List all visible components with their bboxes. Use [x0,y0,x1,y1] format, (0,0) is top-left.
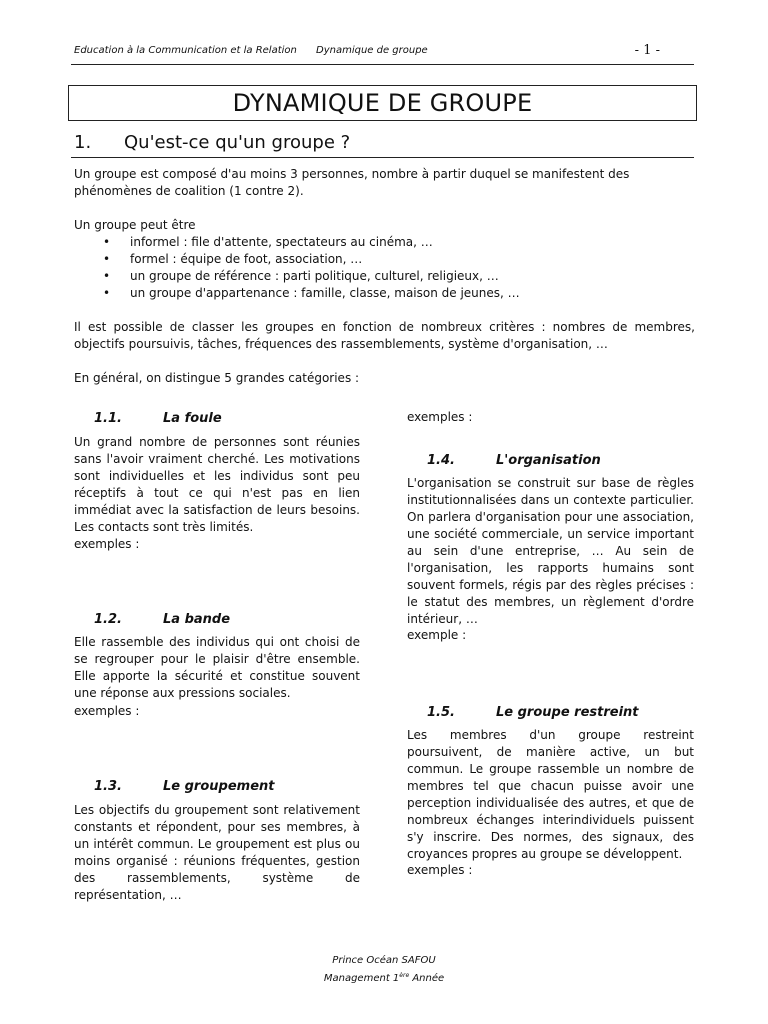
subsection-examples-bande: exemples : [74,704,140,718]
subsection-body-groupement: Les objectifs du groupement sont relativement constants et répondent, pour ses membres, à un intérêt commun. Le groupement est plus ou moins organisé : réunions fréquentes, gestion des rassemblements, système de représentation, … [74,803,360,902]
page-title: DYNAMIQUE DE GROUPE [232,89,533,117]
intro-paragraph: Un groupe est composé d'au moins 3 personnes, nombre à partir duquel se manifestent des phénomènes de coalition (1 contre 2). [74,167,630,198]
section-number: 1. [74,132,92,153]
list-item: • informel : file d'attente, spectateurs au cinéma, … [103,235,433,249]
section-divider [71,157,694,158]
header-course: Education à la Communication et la Relation [74,45,297,56]
categories-intro: En général, on distingue 5 grandes catégories : [74,371,360,385]
subsection-examples-organisation: exemple : [407,628,467,642]
subsection-examples-foule: exemples : [74,537,140,551]
subsection-body-groupe-restreint: Les membres d'un groupe restreint poursuivent, de manière active, un but commun. Le groupe rassemble un nombre de membres tel que chacun puisse avoir une perception individualisée des autres, et que de nombreux échanges interindividuels puissent s'y inscrire. Des normes, des signaux, des croyances propres au groupe se développent. [407,728,694,861]
group-types-list [98,234,520,302]
title-box [68,85,697,121]
subsection-heading-foule: 1.1. La foule [94,411,222,426]
subsection-heading-organisation: 1.4. L'organisation [427,453,601,468]
bullet-icon: • [103,286,111,300]
subsection-examples-groupe-restreint: exemples : [407,863,473,877]
header-topic: Dynamique de groupe [316,45,428,56]
page-footer [0,953,768,986]
running-header [74,45,694,61]
subsection-body-organisation: L'organisation se construit sur base de règles institutionnalisées dans un contexte particulier. On parlera d'organisation pour une association, une société commerciale, un service important au sein d'une entreprise, … Au sein de l'organisation, les rapports humains sont souvent formels, régis par des règles précises : le statut des membres, un règlement d'ordre intérieur, … [407,476,694,626]
group-types-intro: Un groupe peut être [74,218,196,232]
subsection-heading-groupe-restreint: 1.5. Le groupe restreint [427,705,639,720]
section-title: Qu'est-ce qu'un groupe ? [124,132,351,153]
bullet-icon: • [103,252,111,266]
subsection-heading-groupement: 1.3. Le groupement [94,779,275,794]
footer-program: Management 1ère Année [323,972,445,984]
section-heading [74,132,350,153]
column-top-examples: exemples : [407,410,473,424]
header-divider [71,64,694,65]
bullet-icon: • [103,269,111,283]
subsection-body-foule: Un grand nombre de personnes sont réunies sans l'avoir vraiment cherché. Les motivations sont individuelles et les individus sont peu réceptifs à tout ce qui n'est pas en lien immédiat avec la satisfaction de leurs besoins. Les contacts sont très limités. [74,435,360,534]
list-item: • un groupe d'appartenance : famille, classe, maison de jeunes, … [103,286,520,300]
footer-author: Prince Océan SAFOU [332,955,436,966]
page-number: - 1 - [634,43,660,58]
subsection-body-bande: Elle rassemble des individus qui ont choisi de se regrouper pour le plaisir d'être ensemble. Elle apporte la sécurité et constitue souvent une réponse aux pressions sociales. [74,635,360,700]
bullet-icon: • [103,235,111,249]
list-item: • formel : équipe de foot, association, … [103,252,363,266]
list-item: • un groupe de référence : parti politique, culturel, religieux, … [103,269,499,283]
classification-paragraph: Il est possible de classer les groupes en fonction de nombreux critères : nombres de membres, objectifs poursuivis, tâches, fréquences des rassemblements, système d'organisation, … [74,320,695,351]
subsection-heading-bande: 1.2. La bande [94,612,231,627]
